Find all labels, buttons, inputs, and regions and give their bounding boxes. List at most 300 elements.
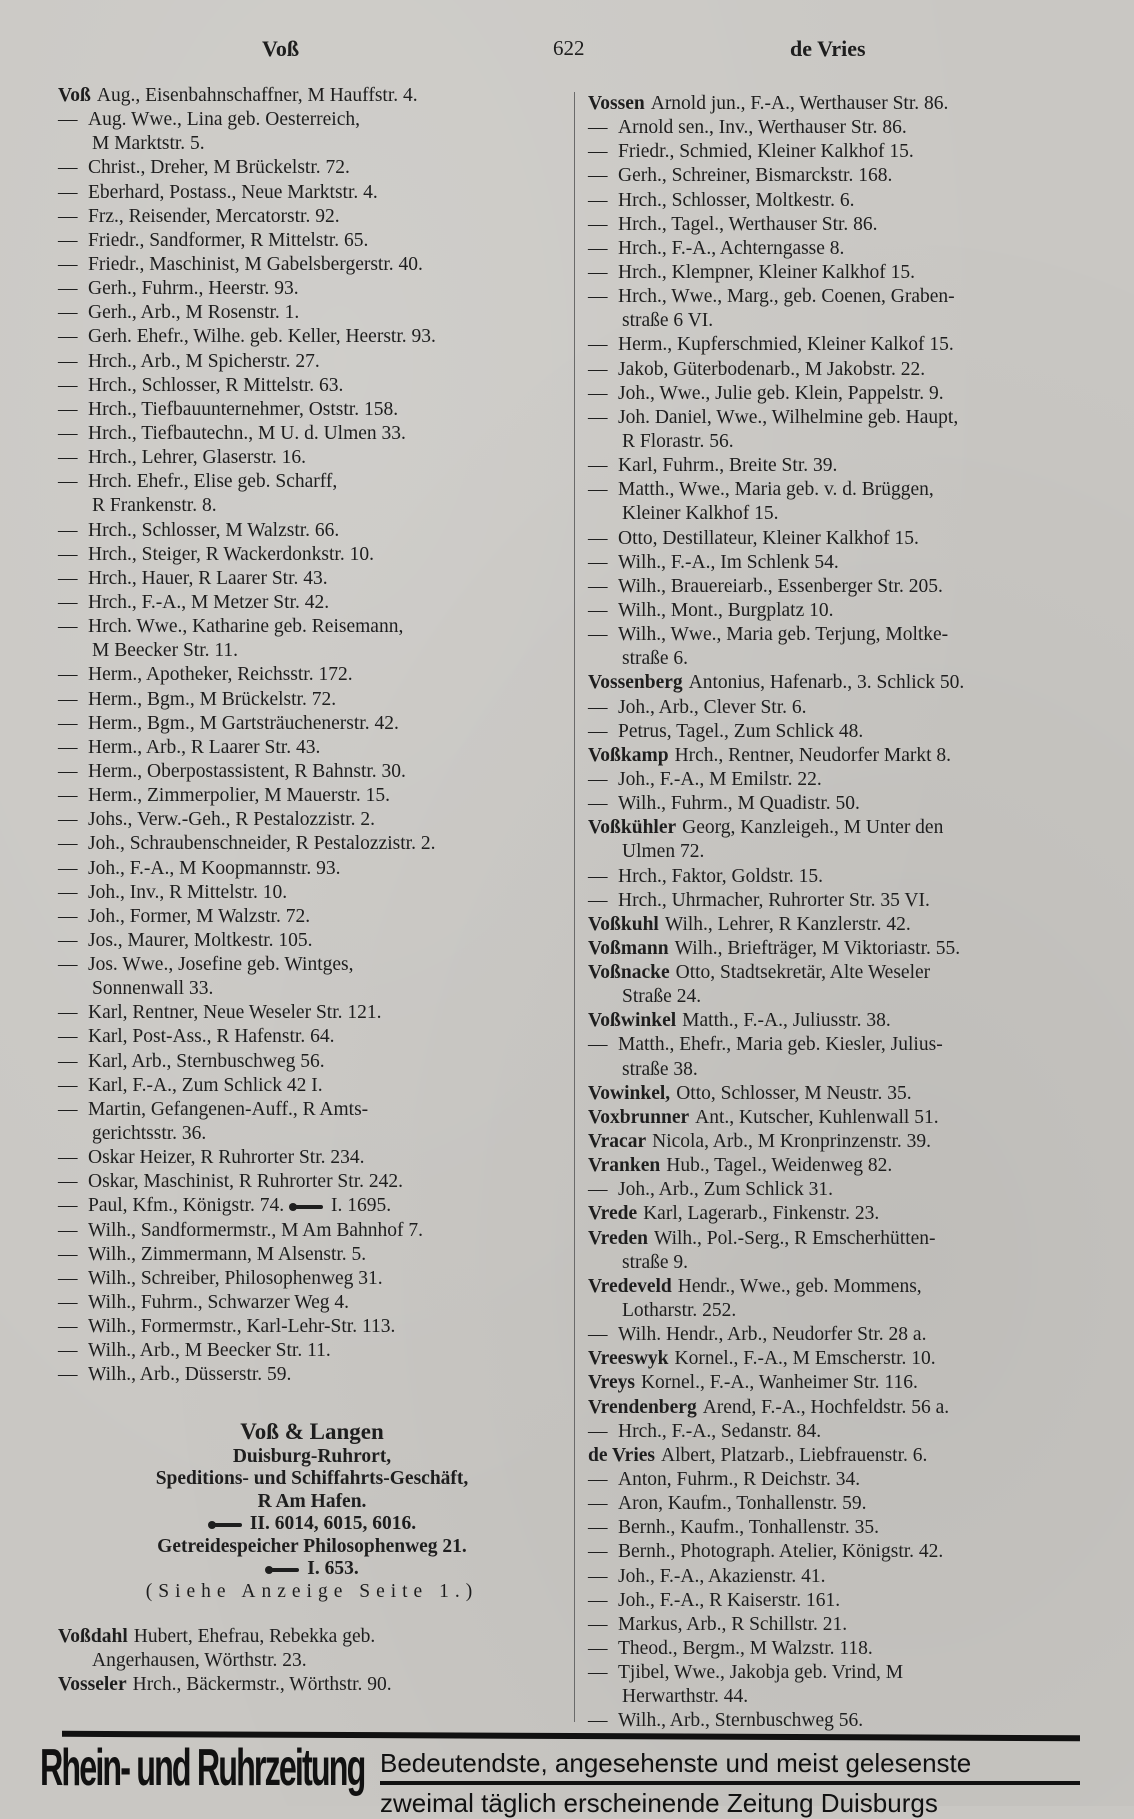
ditto-dash: — [588,527,608,549]
entry-text: Hrch., Klempner, Kleiner Kalkhof 15. [618,261,916,283]
directory-entry [58,398,566,422]
directory-entry [58,543,566,567]
ditto-dash: — [588,1420,608,1442]
ditto-dash: — [58,422,78,444]
entry-continuation-line [58,494,566,518]
entry-text: Anton, Fuhrm., R Deichstr. 34. [618,1469,861,1491]
entry-surname: Vosseler [58,1674,127,1696]
directory-entry [588,164,1098,188]
ditto-dash: — [588,286,608,308]
left-entries [58,84,566,1388]
entry-text: Joh., Arb., Zum Schlick 31. [618,1179,834,1201]
firm-granary-phone [58,1558,566,1581]
advert-line-2: zweimal täglich erscheinende Zeitung Duisburgs [380,1788,938,1818]
entry-text: straße 9. [622,1251,689,1273]
entry-text: Friedr., Maschinist, M Gabelsbergerstr. 40. [88,253,423,275]
entry-text: Markus, Arb., R Schillstr. 21. [618,1613,848,1635]
directory-entry [58,422,566,446]
directory-entry [58,1074,566,1098]
ditto-dash: — [58,760,78,782]
entry-text: Kornel., F.-A., Wanheimer Str. 116. [640,1372,918,1394]
ditto-dash: — [588,1324,608,1346]
ditto-dash: — [58,350,78,372]
entry-text: Hubert, Ehefrau, Rebekka geb. [133,1626,376,1648]
entry-text: Aug., Eisenbahnschaffner, M Hauffstr. 4. [96,85,418,106]
entry-text: Oskar Heizer, R Ruhrorter Str. 234. [88,1147,365,1169]
entry-text: Arnold jun., F.-A., Werthauser Str. 86. [650,93,949,114]
ditto-dash: — [588,1517,608,1539]
directory-entry [588,961,1098,985]
entry-text: straße 6. [622,648,689,670]
directory-entry [588,1130,1098,1154]
entry-surname: Voßkamp [588,744,669,766]
entry-text: Herm., Oberpostassistent, R Bahnstr. 30. [88,760,406,782]
directory-entry [58,905,566,929]
entry-surname: Vrede [588,1203,638,1225]
ditto-dash: — [588,624,608,646]
ditto-dash: — [58,688,78,710]
directory-entry [58,253,566,277]
ditto-dash: — [588,551,608,573]
entry-text: Hrch., Wwe., Marg., geb. Coenen, Graben- [618,286,955,308]
entry-text: Hrch., Bäckermstr., Wörthstr. 90. [132,1674,392,1696]
directory-entry [58,1243,566,1267]
entry-text: Arnold sen., Inv., Werthauser Str. 86. [618,117,907,139]
entry-text: Joh., F.-A., M Koopmannstr. 93. [88,857,341,879]
entry-text: Aug. Wwe., Lina geb. Oesterreich, [88,109,361,131]
ditto-dash: — [58,905,78,927]
directory-entry [588,1565,1098,1589]
ditto-dash: — [58,1026,78,1048]
entry-text: M Beecker Str. 11. [92,640,239,662]
telephone-icon [265,1565,299,1575]
entry-text: Karl, Rentner, Neue Weseler Str. 121. [88,1002,382,1024]
firm-address: R Am Hafen. [257,1490,367,1512]
entry-text: Johs., Verw.-Geh., R Pestalozzistr. 2. [88,809,376,831]
entry-text: Kornel., F.-A., M Emscherstr. 10. [674,1348,936,1370]
entry-surname: Voxbrunner [588,1106,690,1128]
directory-entry [58,277,566,301]
entry-text: Hrch., F.-A., M Metzer Str. 42. [88,591,330,613]
directory-entry [58,470,566,494]
page-number: 622 [553,36,585,60]
entry-text: Wilh., Arb., M Beecker Str. 11. [88,1340,331,1362]
ditto-dash: — [588,1493,608,1515]
entry-text: Herm., Zimmerpolier, M Mauerstr. 15. [88,785,390,807]
entry-continuation-line [588,1685,1098,1709]
ditto-dash: — [588,117,608,139]
ditto-dash: — [588,1638,608,1659]
entry-continuation-line [58,1649,566,1673]
entry-surname: Vreden [588,1227,648,1249]
ditto-dash: — [588,261,608,283]
directory-entry [58,1050,566,1074]
entry-text: Karl, F.-A., Zum Schlick 42 I. [88,1074,323,1096]
entry-continuation-line [588,430,1098,454]
directory-entry [588,1347,1098,1371]
advert-title: Rhein- und Ruhrzeitung [40,1739,365,1797]
ditto-dash: — [588,1565,608,1587]
directory-entry [588,333,1098,357]
directory-entry [58,301,566,325]
directory-entry [588,623,1098,647]
firm-city: Duisburg-Ruhrort, [232,1445,392,1467]
entry-text: Kleiner Kalkhof 15. [622,503,779,525]
ditto-dash: — [588,237,608,259]
entry-text: Eberhard, Postass., Neue Marktstr. 4. [88,181,378,203]
entry-text: Wilh., Mont., Burgplatz 10. [618,599,834,621]
directory-entry [58,929,566,953]
ditto-dash: — [58,1098,78,1120]
ditto-dash: — [588,696,608,718]
entry-text: Karl, Post-Ass., R Hafenstr. 64. [88,1026,335,1048]
directory-entry [588,1371,1098,1395]
ditto-dash: — [58,1292,78,1314]
directory-entry [588,696,1098,720]
telephone-icon [208,1520,242,1530]
entry-text: Joh., Wwe., Julie geb. Klein, Pappelstr. 9. [618,382,944,404]
entry-text: Hendr., Wwe., geb. Mommens, [677,1275,922,1297]
directory-entry [588,1178,1098,1202]
entry-text: Wilh., Zimmermann, M Alsenstr. 5. [88,1243,367,1265]
ditto-dash: — [58,1340,78,1362]
entry-text: Antonius, Hafenarb., 3. Schlick 50. [688,672,965,694]
directory-entry [588,889,1098,913]
ditto-dash: — [588,189,608,211]
entry-surname: de Vries [588,1444,655,1466]
entry-surname: Voß [58,85,91,106]
entry-text: straße 38. [622,1058,698,1080]
ditto-dash: — [58,857,78,879]
entry-text: Ant., Kutscher, Kuhlenwall 51. [695,1106,939,1128]
ditto-dash: — [588,213,608,235]
entry-text: Lotharstr. 252. [622,1300,737,1322]
directory-entry [588,140,1098,164]
directory-entry [58,808,566,832]
entry-continuation-line [588,985,1098,1009]
directory-entry [588,189,1098,213]
entry-text: Joh., F.-A., Akazienstr. 41. [618,1565,826,1587]
firm-name: Voß & Langen [240,1418,384,1444]
ditto-dash: — [58,278,78,300]
directory-entry [58,712,566,736]
entry-text: Matth., Ehefr., Maria geb. Kiesler, Julius- [618,1034,943,1056]
directory-entry [588,1033,1098,1057]
advert-underline [380,1781,1080,1785]
entry-text: Joh., F.-A., R Kaiserstr. 161. [618,1589,841,1611]
entry-text: Herwarthstr. 44. [622,1686,749,1708]
ditto-dash: — [588,455,608,477]
directory-entry [588,1492,1098,1516]
entry-text: Matth., F.-A., Juliusstr. 38. [682,1010,891,1032]
ditto-dash: — [58,1195,78,1217]
ditto-dash: — [58,471,78,493]
entry-continuation-line [588,647,1098,671]
ditto-dash: — [588,1710,608,1732]
ditto-dash: — [58,881,78,903]
ditto-dash: — [588,793,608,815]
entry-text: Wilh., Sandformermstr., M Am Bahnhof 7. [88,1219,424,1241]
ditto-dash: — [58,1364,78,1386]
ditto-dash: — [588,768,608,790]
directory-entry [588,527,1098,551]
entry-text: straße 6 VI. [622,310,714,332]
entry-text: Gerh., Schreiner, Bismarckstr. 168. [618,165,893,187]
directory-entry [588,1613,1098,1637]
right-column [588,92,1098,1734]
entry-text: Wilh., Brauereiarb., Essenberger Str. 205. [618,575,943,597]
entry-text: Joh. Daniel, Wwe., Wilhelmine geb. Haupt, [618,406,959,428]
firm-business: Speditions- und Schiffahrts-Geschäft, [155,1468,469,1490]
directory-entry [588,358,1098,382]
directory-entry [58,615,566,639]
entry-surname: Voßkühler [588,817,677,839]
directory-entry [588,285,1098,309]
ditto-dash: — [58,1147,78,1169]
entry-text: Paul, Kfm., Königstr. 74. [88,1195,285,1217]
directory-entry [58,736,566,760]
entry-continuation-line [58,639,566,663]
directory-entry [58,1267,566,1291]
entry-text: Hrch., Uhrmacher, Ruhrorter Str. 35 VI. [618,889,930,911]
ditto-dash: — [588,1613,608,1635]
entry-text: Joh., F.-A., M Emilstr. 22. [618,768,822,790]
entry-continuation-line [588,840,1098,864]
entry-text: Jos., Maurer, Moltkestr. 105. [88,929,313,951]
ditto-dash: — [588,165,608,187]
entry-surname: Vreys [588,1372,635,1394]
entry-text: Arend, F.-A., Hochfeldstr. 56 a. [702,1396,950,1418]
ditto-dash: — [58,591,78,613]
entry-text: Joh., Inv., R Mittelstr. 10. [88,881,288,903]
entry-text: Karl, Lagerarb., Finkenstr. 23. [643,1203,880,1225]
directory-entry [58,1146,566,1170]
firm-granary: Getreidespeicher Philosophenweg 21. [157,1535,467,1557]
directory-entry [588,913,1098,937]
entry-text: Wilh., Fuhrm., Schwarzer Weg 4. [88,1292,350,1314]
entry-text: Gerh., Fuhrm., Heerstr. 93. [88,278,299,300]
entry-text: Nicola, Arb., M Kronprinzenstr. 39. [652,1131,932,1153]
entry-text: Wilh., Arb., Sternbuschweg 56. [618,1710,864,1732]
ditto-dash: — [58,664,78,686]
directory-entry [58,784,566,808]
entry-text: Otto, Stadtsekretär, Alte Weseler [675,962,931,984]
entry-surname: Voßdahl [58,1626,128,1648]
directory-entry [58,84,566,108]
directory-entry [588,406,1098,430]
entry-text: Aron, Kaufm., Tonhallenstr. 59. [618,1493,867,1515]
ditto-dash: — [58,374,78,396]
entry-surname: Voßnacke [588,962,670,984]
directory-entry [588,261,1098,285]
entry-text: Wilh., F.-A., Im Schlenk 54. [618,551,839,573]
entry-text: Hub., Tagel., Weidenweg 82. [666,1155,893,1177]
ditto-dash: — [588,1469,608,1491]
entry-text: Hrch., Faktor, Goldstr. 15. [618,865,824,887]
entry-text: Martin, Gefangenen-Auff., R Amts- [88,1098,369,1120]
ditto-dash: — [58,1243,78,1265]
ditto-dash: — [588,1179,608,1201]
entry-surname: Voßkuhl [588,913,659,935]
entry-text: gerichtsstr. 36. [92,1123,207,1145]
entry-text: R Frankenstr. 8. [92,495,217,517]
directory-entry [58,350,566,374]
entry-surname: Vreeswyk [588,1348,669,1370]
directory-entry [588,937,1098,961]
ditto-dash: — [58,326,78,348]
ditto-dash: — [58,519,78,541]
ditto-dash: — [58,302,78,324]
directory-entry [58,156,566,180]
entry-surname: Vrendenberg [588,1396,697,1418]
telephone-icon [289,1202,323,1212]
entry-continuation-line [588,309,1098,333]
entry-text: Hrch., Arb., M Spicherstr. 27. [88,350,320,372]
directory-entry [588,1637,1098,1661]
directory-entry [588,1396,1098,1420]
directory-entry [588,551,1098,575]
left-entries-after [58,1625,566,1697]
entry-text: Herm., Bgm., M Gartsträuchenerstr. 42. [88,712,399,734]
entry-surname: Vracar [588,1131,647,1153]
entry-surname: Vossen [588,93,645,114]
directory-entry [58,519,566,543]
directory-entry [58,1315,566,1339]
ditto-dash: — [588,599,608,621]
ditto-dash: — [58,1002,78,1024]
directory-entry [58,446,566,470]
entry-text: Tjibel, Wwe., Jakobja geb. Vrind, M [618,1662,904,1684]
ditto-dash: — [58,785,78,807]
entry-continuation-line [588,502,1098,526]
ditto-dash: — [588,334,608,356]
directory-entry [588,671,1098,695]
directory-entry [58,1291,566,1315]
entry-continuation-line [58,977,566,1001]
entry-text: Petrus, Tagel., Zum Schlick 48. [618,720,864,742]
directory-entry [588,382,1098,406]
directory-entry [588,1420,1098,1444]
directory-entry [588,1709,1098,1733]
entry-text: Otto, Destillateur, Kleiner Kalkhof 15. [618,527,919,549]
entry-text: M Marktstr. 5. [92,133,205,155]
entry-continuation-line [58,132,566,156]
entry-text: Frz., Reisender, Mercatorstr. 92. [88,205,340,227]
directory-entry [588,1106,1098,1130]
ditto-dash: — [58,809,78,831]
ditto-dash: — [58,1267,78,1289]
ditto-dash: — [588,141,608,163]
entry-text: Hrch., Schlosser, M Walzstr. 66. [88,519,340,541]
ditto-dash: — [588,382,608,404]
entry-text: Jos. Wwe., Josefine geb. Wintges, [88,954,354,976]
entry-text: Hrch., F.-A., Sedanstr. 84. [618,1420,822,1442]
directory-entry [588,213,1098,237]
ditto-dash: — [58,1050,78,1072]
entry-text: Sonnenwall 33. [92,978,214,1000]
directory-entry [588,599,1098,623]
ditto-dash: — [58,1074,78,1096]
entry-surname: Vredeveld [588,1275,672,1297]
directory-entry [58,1219,566,1243]
directory-entry [588,575,1098,599]
entry-surname: Voßwinkel [588,1010,677,1032]
directory-entry [588,116,1098,140]
ditto-dash: — [58,736,78,758]
column-divider [574,92,575,1722]
entry-text: Theod., Bergm., M Walzstr. 118. [618,1638,873,1659]
entry-text: Wilh., Wwe., Maria geb. Terjung, Moltke- [618,624,949,646]
ditto-dash: — [588,406,608,428]
ditto-dash: — [58,398,78,420]
directory-entry [58,688,566,712]
entry-surname: Voßmann [588,937,669,959]
ditto-dash: — [58,1316,78,1338]
entry-text: Friedr., Schmied, Kleiner Kalkhof 15. [618,141,914,163]
entry-text: R Florastr. 56. [622,430,734,452]
ditto-dash: — [588,1662,608,1684]
entry-continuation-line [58,1122,566,1146]
ditto-dash: — [588,1034,608,1056]
directory-entry [588,1661,1098,1685]
entry-text: Joh., Arb., Clever Str. 6. [618,696,807,718]
directory-entry [588,1082,1098,1106]
entry-text: Bernh., Kaufm., Tonhallenstr. 35. [618,1517,879,1539]
entry-text: Wilh., Formermstr., Karl-Lehr-Str. 113. [88,1316,396,1338]
ditto-dash: — [58,543,78,565]
directory-entry [588,1227,1098,1251]
ditto-dash: — [58,833,78,855]
entry-text: Herm., Kupferschmied, Kleiner Kalkof 15. [618,334,954,356]
ditto-dash: — [58,616,78,638]
directory-entry [588,816,1098,840]
entry-text: Hrch., Schlosser, R Mittelstr. 63. [88,374,344,396]
directory-entry [58,325,566,349]
entry-text: Wilh., Briefträger, M Viktoriastr. 55. [674,937,961,959]
entry-text: Hrch., Hauer, R Laarer Str. 43. [88,567,328,589]
ditto-dash: — [588,889,608,911]
entry-text: Herm., Apotheker, Reichsstr. 172. [88,664,353,686]
directory-entry [58,663,566,687]
entry-continuation-line [588,1251,1098,1275]
directory-entry [588,1540,1098,1564]
firm-note: (Siehe Anzeige Seite 1.) [145,1580,479,1602]
right-entries [588,92,1098,1734]
directory-entry [588,1468,1098,1492]
entry-text: Hrch., Schlosser, Moltkestr. 6. [618,189,855,211]
directory-entry [58,1098,566,1122]
ditto-dash: — [58,929,78,951]
directory-entry [58,760,566,784]
directory-entry [588,1444,1098,1468]
entry-text: Wilh., Fuhrm., M Quadistr. 50. [618,793,860,815]
directory-entry [58,181,566,205]
ditto-dash: — [58,1219,78,1241]
entry-text: Otto, Schlosser, M Neustr. 35. [676,1082,912,1104]
entry-text: Herm., Arb., R Laarer Str. 43. [88,736,321,758]
directory-entry [58,953,566,977]
entry-text: Georg, Kanzleigeh., M Unter den [682,817,944,839]
entry-text: Wilh., Lehrer, R Kanzlerstr. 42. [664,913,911,935]
directory-entry [588,1323,1098,1347]
ditto-dash: — [58,157,78,179]
entry-text: Gerh., Arb., M Rosenstr. 1. [88,302,300,324]
directory-entry [588,792,1098,816]
entry-text: Matth., Wwe., Maria geb. v. d. Brüggen, [618,479,934,501]
firm-phones [58,1513,566,1536]
entry-text: Gerh. Ehefr., Wilhe. geb. Keller, Heerstr. 93. [88,326,436,348]
ditto-dash: — [588,720,608,742]
